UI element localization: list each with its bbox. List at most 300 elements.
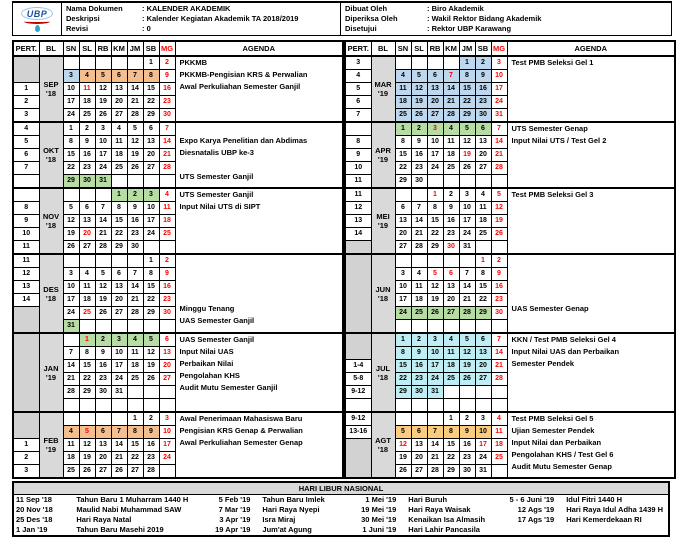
date-cell: 16 xyxy=(95,360,111,373)
date-cell: 21 xyxy=(127,96,143,109)
date-cell: 9 xyxy=(143,426,159,439)
date-cell: 10 xyxy=(63,83,79,96)
month-label-jan xyxy=(39,333,63,412)
date-cell: 19 xyxy=(459,149,475,162)
date-cell: 26 xyxy=(143,373,159,386)
date-cell: 2 xyxy=(159,56,175,70)
holiday-name: Hari Raya Nyepi xyxy=(262,505,320,514)
pert-cell: 7 xyxy=(345,109,371,123)
agenda-line xyxy=(180,237,343,249)
calendar-week-row xyxy=(13,333,343,347)
date-cell: 15 xyxy=(63,149,79,162)
date-cell: 14 xyxy=(491,136,507,149)
date-cell: 19 xyxy=(411,96,427,109)
pert-cell: 3 xyxy=(13,465,39,479)
date-cell: 7 xyxy=(491,333,507,347)
date-cell: 5 xyxy=(127,122,143,136)
agenda-line xyxy=(180,461,343,473)
month-label-agt xyxy=(371,412,395,478)
date-cell: 22 xyxy=(63,162,79,175)
date-cell: 17 xyxy=(395,294,411,307)
agenda-line xyxy=(512,225,675,237)
date-cell: 3 xyxy=(95,122,111,136)
field-label: Diperiksa Oleh xyxy=(345,14,398,23)
date-cell: 24 xyxy=(475,452,491,465)
date-cell: 16 xyxy=(143,439,159,452)
date-cell: 28 xyxy=(411,241,427,255)
date-cell: 7 xyxy=(443,70,459,83)
pert-cell: 7 xyxy=(13,162,39,175)
calendar-week-row xyxy=(13,412,343,426)
date-cell: 6 xyxy=(475,333,491,347)
field-value: : Wakil Rektor Bidang Akademik xyxy=(427,14,542,23)
date-cell: 3 xyxy=(427,333,443,347)
date-cell: 9 xyxy=(459,426,475,439)
calendar-week-row xyxy=(345,56,675,70)
field-value: : Rektor UBP Karawang xyxy=(427,24,512,33)
pert-cell: 13 xyxy=(345,215,371,228)
date-cell: 19 xyxy=(95,96,111,109)
agenda-cell xyxy=(175,254,343,333)
date-cell: 12 xyxy=(63,215,79,228)
date-cell: 21 xyxy=(491,149,507,162)
date-cell xyxy=(95,320,111,334)
date-cell: 6 xyxy=(411,426,427,439)
agenda-line: KKN / Test PMB Seleksi Gel 4 xyxy=(511,335,616,344)
date-cell: 29 xyxy=(79,386,95,399)
date-cell: 21 xyxy=(63,373,79,386)
date-cell xyxy=(427,254,443,268)
date-cell: 9 xyxy=(79,136,95,149)
date-cell xyxy=(127,320,143,334)
date-cell: 16 xyxy=(443,215,459,228)
date-cell: 15 xyxy=(443,439,459,452)
month-label-line: SEP xyxy=(43,80,59,89)
agenda-line xyxy=(512,237,675,249)
pert-cell: 9-12 xyxy=(345,412,371,426)
date-cell: 9 xyxy=(159,268,175,281)
date-cell: 21 xyxy=(459,294,475,307)
date-cell: 27 xyxy=(143,162,159,175)
date-cell: 24 xyxy=(459,228,475,241)
month-label-des xyxy=(39,254,63,333)
month-label-jul xyxy=(371,333,395,412)
date-cell: 31 xyxy=(427,386,443,399)
date-cell: 30 xyxy=(475,109,491,123)
date-cell: 3 xyxy=(111,333,127,347)
agenda-line xyxy=(180,93,343,105)
date-cell: 7 xyxy=(159,122,175,136)
date-cell: 30 xyxy=(443,241,459,255)
date-cell: 10 xyxy=(475,426,491,439)
date-cell: 20 xyxy=(475,360,491,373)
agenda-line xyxy=(512,267,675,279)
date-cell: 24 xyxy=(143,228,159,241)
date-cell xyxy=(395,254,411,268)
pert-cell: 11 xyxy=(345,175,371,189)
agenda-line: Minggu Tenang xyxy=(179,304,235,313)
date-cell: 15 xyxy=(459,83,475,96)
col-header-mg: MG xyxy=(491,41,507,56)
agenda-line: Awal Perkuliahan Semester Genap xyxy=(179,438,303,447)
date-cell: 30 xyxy=(159,109,175,123)
date-cell: 9 xyxy=(491,268,507,281)
agenda-line xyxy=(180,255,343,267)
col-header-agenda: AGENDA xyxy=(175,41,343,56)
date-cell: 23 xyxy=(159,96,175,109)
pert-cell: 4 xyxy=(13,122,39,136)
date-cell: 1 xyxy=(63,122,79,136)
pert-cell xyxy=(345,399,371,413)
date-cell xyxy=(411,399,427,413)
holiday-date: 19 Apr '19 xyxy=(215,525,251,534)
date-cell: 31 xyxy=(459,241,475,255)
agenda-cell xyxy=(507,122,675,188)
date-cell xyxy=(95,254,111,268)
national-holidays-table xyxy=(12,481,670,537)
holiday-date: 1 Juni '19 xyxy=(362,525,397,534)
date-cell: 23 xyxy=(159,294,175,307)
date-cell: 27 xyxy=(111,109,127,123)
holiday-name: Hari Raya Natal xyxy=(76,515,132,524)
date-cell: 1 xyxy=(143,254,159,268)
date-cell xyxy=(111,56,127,70)
date-cell: 18 xyxy=(395,96,411,109)
agenda-line xyxy=(512,105,675,117)
month-label-line: DES xyxy=(43,284,59,294)
date-cell: 21 xyxy=(127,294,143,307)
date-cell: 8 xyxy=(427,202,443,215)
date-cell: 4 xyxy=(159,188,175,202)
pert-cell: 8 xyxy=(345,136,371,149)
date-cell: 14 xyxy=(95,215,111,228)
date-cell xyxy=(143,320,159,334)
date-cell: 8 xyxy=(143,268,159,281)
pert-cell: 2 xyxy=(13,452,39,465)
date-cell: 16 xyxy=(159,281,175,294)
pert-cell: 11 xyxy=(13,254,39,268)
date-cell: 5 xyxy=(395,426,411,439)
date-cell: 28 xyxy=(491,162,507,175)
col-header-sb: SB xyxy=(475,41,491,56)
pert-cell: 14 xyxy=(13,294,39,307)
date-cell: 4 xyxy=(411,268,427,281)
agenda-line: UTS Semester Genap xyxy=(511,124,588,133)
agenda-line: Perbaikan Nilai xyxy=(179,359,234,368)
date-cell xyxy=(395,320,411,334)
date-cell: 20 xyxy=(427,96,443,109)
date-cell: 12 xyxy=(127,136,143,149)
date-cell: 1 xyxy=(143,56,159,70)
date-cell xyxy=(443,254,459,268)
date-cell: 10 xyxy=(459,202,475,215)
date-cell: 23 xyxy=(79,162,95,175)
agenda-cell xyxy=(507,254,675,333)
date-cell: 27 xyxy=(79,241,95,255)
agenda-line: Input Nilai dan Perbaikan xyxy=(511,438,602,447)
date-cell: 16 xyxy=(491,281,507,294)
date-cell: 11 xyxy=(395,83,411,96)
date-cell: 27 xyxy=(127,465,143,479)
holiday-row xyxy=(13,495,669,506)
date-cell: 18 xyxy=(491,439,507,452)
date-cell: 1 xyxy=(79,333,95,347)
agenda-line: Input Nilai UAS xyxy=(179,347,234,356)
date-cell xyxy=(443,320,459,334)
date-cell xyxy=(159,241,175,255)
month-label-line: '18 xyxy=(45,293,57,303)
date-cell: 12 xyxy=(79,439,95,452)
date-cell: 4 xyxy=(127,333,143,347)
date-cell: 4 xyxy=(63,426,79,439)
date-cell: 17 xyxy=(63,294,79,307)
date-cell xyxy=(79,412,95,426)
date-cell: 8 xyxy=(395,136,411,149)
month-label-line: '18 xyxy=(45,155,57,164)
date-cell: 16 xyxy=(475,83,491,96)
agenda-line xyxy=(512,370,675,382)
date-cell: 17 xyxy=(63,96,79,109)
field-value: : Biro Akademik xyxy=(427,4,484,13)
date-cell: 23 xyxy=(491,294,507,307)
date-cell: 1 xyxy=(427,188,443,202)
date-cell xyxy=(63,56,79,70)
date-cell: 21 xyxy=(443,96,459,109)
date-cell xyxy=(411,412,427,426)
holiday-name: Hari Lahir Pancasila xyxy=(408,525,480,534)
col-header-pert: PERT. xyxy=(345,41,371,56)
date-cell: 7 xyxy=(127,70,143,83)
date-cell: 23 xyxy=(143,452,159,465)
date-cell: 30 xyxy=(159,307,175,320)
holiday-date: 11 Sep '18 xyxy=(16,495,52,504)
pert-cell: 9-12 xyxy=(345,386,371,399)
date-cell: 18 xyxy=(411,294,427,307)
holiday-date: 17 Ags '19 xyxy=(517,515,555,524)
date-cell xyxy=(63,188,79,202)
date-cell xyxy=(395,412,411,426)
date-cell: 23 xyxy=(411,373,427,386)
date-cell: 26 xyxy=(95,109,111,123)
date-cell: 28 xyxy=(427,465,443,479)
pert-cell: 13 xyxy=(13,281,39,294)
date-cell: 27 xyxy=(443,307,459,320)
date-cell: 29 xyxy=(395,386,411,399)
agenda-line xyxy=(512,171,675,183)
date-cell: 6 xyxy=(475,122,491,136)
pert-cell: 14 xyxy=(345,228,371,241)
date-cell: 24 xyxy=(491,96,507,109)
pert-cell: 3 xyxy=(13,109,39,123)
date-cell: 20 xyxy=(111,294,127,307)
agenda-line: Pengisian KRS Genap & Perwalian xyxy=(179,426,303,435)
pert-cell-gray xyxy=(345,333,371,360)
date-cell: 16 xyxy=(159,83,175,96)
date-cell: 26 xyxy=(79,465,95,479)
date-cell: 27 xyxy=(411,465,427,479)
date-cell: 17 xyxy=(143,215,159,228)
date-cell xyxy=(443,56,459,70)
date-cell: 3 xyxy=(395,268,411,281)
date-cell: 9 xyxy=(411,347,427,360)
date-cell: 8 xyxy=(475,268,491,281)
date-cell: 11 xyxy=(159,202,175,215)
date-cell: 3 xyxy=(63,268,79,281)
date-cell: 4 xyxy=(395,70,411,83)
date-cell: 11 xyxy=(443,136,459,149)
date-cell: 21 xyxy=(491,360,507,373)
date-cell: 7 xyxy=(127,268,143,281)
date-cell: 20 xyxy=(143,149,159,162)
date-cell: 25 xyxy=(159,228,175,241)
date-cell xyxy=(411,56,427,70)
date-cell: 18 xyxy=(79,294,95,307)
date-cell: 16 xyxy=(459,439,475,452)
date-cell: 23 xyxy=(127,228,143,241)
date-cell xyxy=(443,175,459,189)
date-cell: 2 xyxy=(491,254,507,268)
date-cell: 18 xyxy=(63,452,79,465)
agenda-line xyxy=(512,147,675,159)
agenda-line: Awal Penerimaan Mahasiswa Baru xyxy=(179,414,303,423)
date-cell xyxy=(491,399,507,413)
date-cell: 2 xyxy=(79,122,95,136)
pert-cell-gray xyxy=(13,412,39,439)
date-cell: 19 xyxy=(79,452,95,465)
holiday-row xyxy=(13,525,669,536)
agenda-line: Test PMB Seleksi Gel 1 xyxy=(511,58,594,67)
date-cell: 29 xyxy=(143,109,159,123)
agenda-line xyxy=(512,81,675,93)
ubp-logo-drop-icon xyxy=(35,25,40,32)
col-header-bl: BL xyxy=(39,41,63,56)
date-cell: 1 xyxy=(459,56,475,70)
holiday-date: 1 Mei '19 xyxy=(365,495,397,504)
date-cell: 9 xyxy=(159,70,175,83)
date-cell xyxy=(459,254,475,268)
date-cell: 25 xyxy=(475,228,491,241)
date-cell: 21 xyxy=(111,452,127,465)
date-cell: 14 xyxy=(443,83,459,96)
col-header-jm: JM xyxy=(127,41,143,56)
date-cell: 11 xyxy=(127,347,143,360)
date-cell: 9 xyxy=(411,136,427,149)
month-label-line: OKT xyxy=(43,146,59,155)
date-cell: 29 xyxy=(143,307,159,320)
month-label-apr xyxy=(371,122,395,188)
holidays-title: HARI LIBUR NASIONAL xyxy=(13,482,669,495)
date-cell: 25 xyxy=(111,162,127,175)
date-cell: 6 xyxy=(95,426,111,439)
date-cell: 22 xyxy=(475,294,491,307)
date-cell: 1 xyxy=(395,333,411,347)
date-cell: 26 xyxy=(127,162,143,175)
date-cell: 13 xyxy=(159,347,175,360)
header-fields-right xyxy=(341,3,671,35)
month-label-line: AGT xyxy=(375,436,391,445)
ubp-logo-oval xyxy=(21,7,54,20)
month-label-line: NOV xyxy=(42,212,60,221)
date-cell: 11 xyxy=(443,347,459,360)
date-cell xyxy=(127,175,143,189)
date-cell: 22 xyxy=(395,162,411,175)
date-cell: 19 xyxy=(127,149,143,162)
date-cell xyxy=(111,320,127,334)
date-cell: 12 xyxy=(459,136,475,149)
col-header-sn: SN xyxy=(63,41,79,56)
date-cell: 5 xyxy=(63,202,79,215)
pert-cell: 5 xyxy=(13,136,39,149)
date-cell: 21 xyxy=(95,228,111,241)
month-label-line: JAN xyxy=(43,363,59,373)
date-cell: 5 xyxy=(411,70,427,83)
date-cell: 14 xyxy=(127,281,143,294)
pert-cell: 10 xyxy=(345,162,371,175)
pert-cell: 11 xyxy=(13,241,39,255)
pert-cell-gray xyxy=(13,333,39,412)
calendar-area xyxy=(12,40,672,479)
date-cell xyxy=(159,465,175,479)
date-cell: 19 xyxy=(395,452,411,465)
date-cell: 15 xyxy=(79,360,95,373)
date-cell: 6 xyxy=(159,333,175,347)
date-cell: 9 xyxy=(443,202,459,215)
date-cell xyxy=(63,333,79,347)
date-cell xyxy=(475,175,491,189)
field-label: Deskripsi xyxy=(66,14,100,23)
date-cell: 23 xyxy=(95,373,111,386)
holiday-name: Tahun Baru Imlek xyxy=(262,495,325,504)
date-cell xyxy=(395,56,411,70)
date-cell xyxy=(427,175,443,189)
agenda-line: Input Nilai UAS dan Perbaikan xyxy=(511,347,620,356)
date-cell xyxy=(491,320,507,334)
date-cell: 24 xyxy=(395,307,411,320)
date-cell: 11 xyxy=(79,83,95,96)
agenda-line: UAS Semester Genap xyxy=(511,304,589,313)
field-dibuat-oleh xyxy=(345,4,671,14)
agenda-line: PKKMB-Pengisian KRS & Perwalian xyxy=(179,70,308,79)
date-cell: 12 xyxy=(491,202,507,215)
agenda-line xyxy=(180,291,343,303)
date-cell: 13 xyxy=(111,83,127,96)
holiday-name: Hari Buruh xyxy=(408,495,448,504)
date-cell: 26 xyxy=(459,373,475,386)
pert-cell xyxy=(13,188,39,202)
date-cell: 21 xyxy=(411,228,427,241)
month-label-nov xyxy=(39,188,63,254)
date-cell: 11 xyxy=(475,202,491,215)
date-cell: 15 xyxy=(395,360,411,373)
date-cell: 22 xyxy=(111,228,127,241)
date-cell xyxy=(475,241,491,255)
date-cell: 2 xyxy=(143,412,159,426)
date-cell: 8 xyxy=(143,70,159,83)
date-cell: 15 xyxy=(395,149,411,162)
date-cell: 20 xyxy=(443,294,459,307)
date-cell: 25 xyxy=(79,109,95,123)
month-label-line: '19 xyxy=(377,89,389,98)
agenda-line: Test PMB Seleksi Gel 3 xyxy=(511,190,594,199)
date-cell: 12 xyxy=(459,347,475,360)
date-cell: 9 xyxy=(95,347,111,360)
date-cell xyxy=(459,386,475,399)
date-cell: 10 xyxy=(111,347,127,360)
date-cell: 22 xyxy=(459,96,475,109)
col-header-agenda: AGENDA xyxy=(507,41,675,56)
date-cell: 3 xyxy=(143,188,159,202)
holiday-row xyxy=(13,515,669,525)
